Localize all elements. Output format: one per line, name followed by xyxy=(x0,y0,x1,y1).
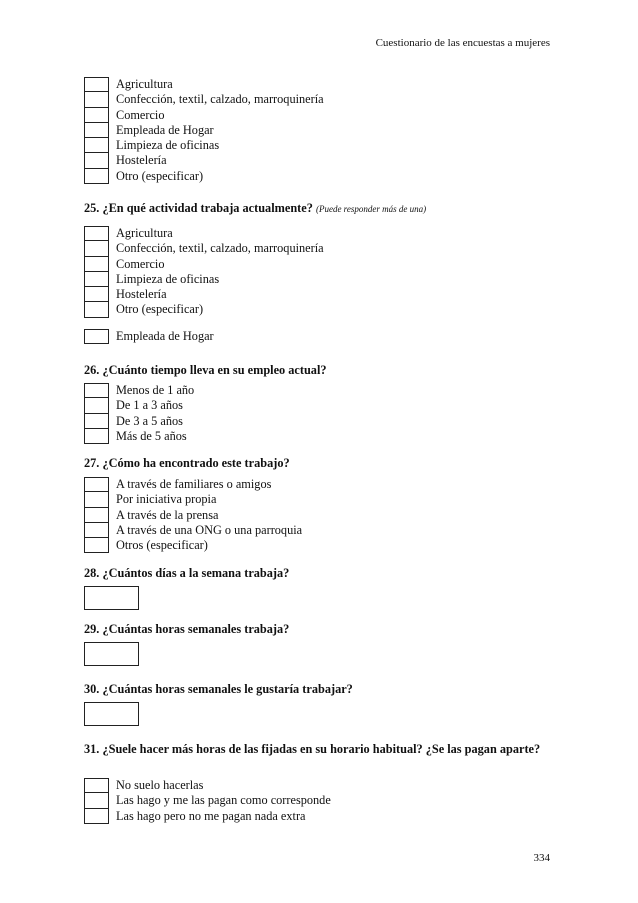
option-label: Confección, textil, calzado, marroquinería xyxy=(116,92,324,107)
option-row[interactable] xyxy=(84,477,302,492)
question-number: 25. xyxy=(84,201,100,215)
question-28 xyxy=(84,565,550,581)
option-label: Hostelería xyxy=(116,287,167,302)
checkbox[interactable] xyxy=(84,329,109,344)
weekly-hours-answer-box[interactable] xyxy=(84,642,139,666)
question-number: 31. xyxy=(84,742,100,756)
option-row[interactable] xyxy=(84,241,324,256)
question-number: 27. xyxy=(84,456,100,470)
checkbox[interactable] xyxy=(84,226,109,241)
option-row[interactable] xyxy=(84,414,194,429)
option-label: Por iniciativa propia xyxy=(116,492,217,507)
checkbox[interactable] xyxy=(84,383,109,398)
option-row[interactable] xyxy=(84,523,302,538)
question-31-options xyxy=(84,778,331,824)
question-26 xyxy=(84,362,550,378)
question-text: ¿Suele hacer más horas de las fijadas en su horario habitual? ¿Se las pagan aparte? xyxy=(102,742,541,756)
running-header: Cuestionario de las encuestas a mujeres xyxy=(375,37,550,49)
option-label: Limpieza de oficinas xyxy=(116,271,220,286)
option-row[interactable] xyxy=(84,153,324,168)
checkbox[interactable] xyxy=(84,398,109,413)
question-29 xyxy=(84,621,550,637)
option-row[interactable] xyxy=(84,302,324,317)
option-row[interactable] xyxy=(84,398,194,413)
question-25-extra-option xyxy=(84,329,214,344)
option-label: Hostelería xyxy=(116,153,167,168)
question-number: 29. xyxy=(84,622,100,636)
option-row[interactable] xyxy=(84,329,214,344)
question-text: ¿Cuánto tiempo lleva en su empleo actual? xyxy=(102,363,327,377)
option-label: Agricultura xyxy=(116,77,173,91)
option-label: Otro (especificar) xyxy=(116,302,204,317)
option-label: Otros (especificar) xyxy=(116,538,208,553)
checkbox[interactable] xyxy=(84,287,109,302)
checkbox[interactable] xyxy=(84,108,109,123)
question-25 xyxy=(84,200,550,217)
option-row[interactable] xyxy=(84,169,324,184)
option-label: Comercio xyxy=(116,107,165,122)
option-label: De 3 a 5 años xyxy=(116,413,183,428)
option-row[interactable] xyxy=(84,77,324,92)
question-text: ¿Cuántas horas semanales le gustaría trabajar? xyxy=(102,682,353,696)
checkbox[interactable] xyxy=(84,414,109,429)
option-label: A través de familiares o amigos xyxy=(116,477,272,491)
question-number: 30. xyxy=(84,682,100,696)
checkbox[interactable] xyxy=(84,257,109,272)
option-label: Empleada de Hogar xyxy=(116,329,214,343)
question-27 xyxy=(84,455,550,471)
question-number: 28. xyxy=(84,566,100,580)
question-note: (Puede responder más de una) xyxy=(315,204,427,214)
question-text: ¿En qué actividad trabaja actualmente? xyxy=(102,201,313,215)
question-27-options xyxy=(84,477,302,553)
option-label: Limpieza de oficinas xyxy=(116,138,220,153)
desired-hours-answer-box[interactable] xyxy=(84,702,139,726)
option-label: Confección, textil, calzado, marroquinería xyxy=(116,241,324,256)
checkbox[interactable] xyxy=(84,138,109,153)
checkbox[interactable] xyxy=(84,77,109,92)
option-row[interactable] xyxy=(84,108,324,123)
option-label: A través de una ONG o una parroquia xyxy=(116,522,303,537)
option-row[interactable] xyxy=(84,793,331,808)
option-label: Comercio xyxy=(116,256,165,271)
page-number: 334 xyxy=(533,852,550,864)
option-label: Las hago y me las pagan como corresponde xyxy=(116,793,331,808)
option-label: No suelo hacerlas xyxy=(116,778,204,792)
checkbox[interactable] xyxy=(84,778,109,793)
checkbox[interactable] xyxy=(84,92,109,107)
option-row[interactable] xyxy=(84,508,302,523)
option-row[interactable] xyxy=(84,272,324,287)
option-label: A través de la prensa xyxy=(116,507,219,522)
question-text: ¿Cómo ha encontrado este trabajo? xyxy=(102,456,290,470)
activity-options-previous xyxy=(84,77,324,184)
question-text: ¿Cuántos días a la semana trabaja? xyxy=(102,566,290,580)
checkbox[interactable] xyxy=(84,793,109,808)
option-label: Empleada de Hogar xyxy=(116,122,214,137)
days-per-week-answer-box[interactable] xyxy=(84,586,139,610)
question-26-options xyxy=(84,383,194,444)
option-row[interactable] xyxy=(84,809,331,824)
option-label: Las hago pero no me pagan nada extra xyxy=(116,808,306,823)
checkbox[interactable] xyxy=(84,538,109,553)
option-row[interactable] xyxy=(84,257,324,272)
option-row[interactable] xyxy=(84,92,324,107)
option-row[interactable] xyxy=(84,383,194,398)
checkbox[interactable] xyxy=(84,809,109,824)
option-label: Más de 5 años xyxy=(116,428,187,443)
checkbox[interactable] xyxy=(84,508,109,523)
option-label: De 1 a 3 años xyxy=(116,398,183,413)
checkbox[interactable] xyxy=(84,153,109,168)
option-row[interactable] xyxy=(84,226,324,241)
checkbox[interactable] xyxy=(84,241,109,256)
checkbox[interactable] xyxy=(84,123,109,138)
option-row[interactable] xyxy=(84,492,302,507)
option-row[interactable] xyxy=(84,429,194,444)
option-label: Otro (especificar) xyxy=(116,168,204,183)
question-30 xyxy=(84,681,550,697)
checkbox[interactable] xyxy=(84,272,109,287)
option-row[interactable] xyxy=(84,778,331,793)
option-row[interactable] xyxy=(84,138,324,153)
question-31 xyxy=(84,741,550,757)
option-label: Agricultura xyxy=(116,226,173,240)
option-row[interactable] xyxy=(84,538,302,553)
option-row[interactable] xyxy=(84,123,324,138)
checkbox[interactable] xyxy=(84,523,109,538)
checkbox[interactable] xyxy=(84,169,109,184)
option-row[interactable] xyxy=(84,287,324,302)
question-number: 26. xyxy=(84,363,100,377)
checkbox[interactable] xyxy=(84,477,109,492)
option-label: Menos de 1 año xyxy=(116,383,195,397)
checkbox[interactable] xyxy=(84,429,109,444)
checkbox[interactable] xyxy=(84,492,109,507)
checkbox[interactable] xyxy=(84,302,109,317)
question-25-options xyxy=(84,226,324,318)
question-text: ¿Cuántas horas semanales trabaja? xyxy=(102,622,290,636)
